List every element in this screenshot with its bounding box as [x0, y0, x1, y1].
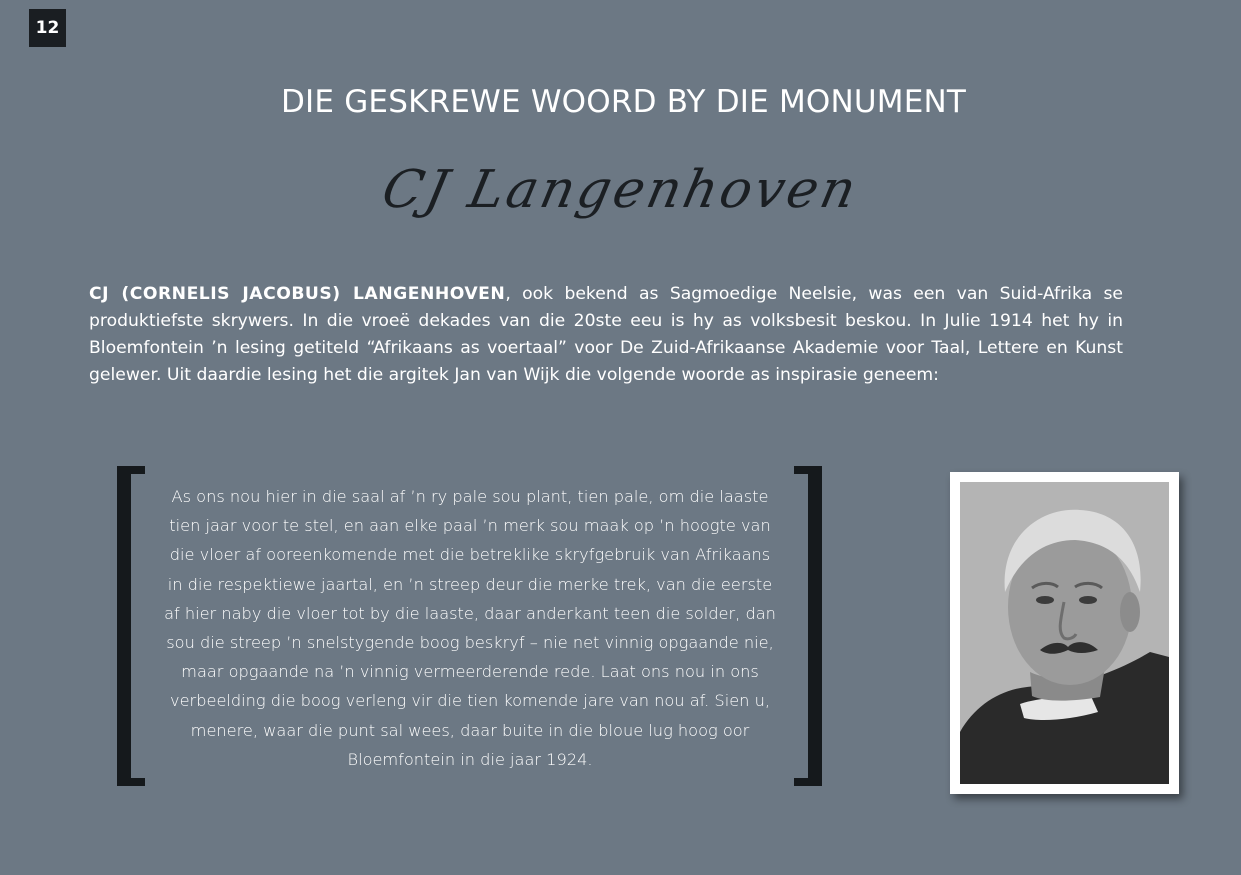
intro-body: , ook bekend as Sagmoedige Neelsie, was een van Suid-Afrika se produktiefste skrywers. In die vroeë dekades van die 20ste eeu is hy as volksbesit beskou. In Julie 1914 het hy in Bloemfontein ’n lesing getiteld “Afrikaans as voertaal” voor De Zuid-Afrikaanse Akademie voor Taal, Lettere en Kunst gelewer. Uit daardie lesing het die argitek Jan van Wijk die volgende woorde as inspirasie geneem: [89, 284, 1124, 385]
portrait-photo [960, 482, 1169, 784]
quote-text: As ons nou hier in die saal af ’n ry pale sou plant, tien pale, om die laaste tien jaar voor te stel, en aan elke paal ’n merk sou maak op ’n hoogte van die vloer af ooreenkomende met die betreklike skryfgebruik van Afrikaans in die respektiewe jaartal, en ’n streep deur die merke trek, van die eerste af hier naby die vloer tot by die laaste, daar anderkant teen die solder, dan sou die streep ’n snelstygende boog beskryf – nie net vinnig opgaande nie, maar opgaande na ’n vinnig vermeerderende rede. Laat ons nou in ons verbeelding die boog verleng vir die tien komende jare van nou af. Sien u, menere, waar die punt sal wees, daar buite in die bloue lug hoog oor Bloemfontein in die jaar 1924. [164, 487, 776, 769]
script-heading: CJ Langenhoven [377, 160, 864, 220]
left-bracket [117, 466, 145, 786]
page-title: DIE GESKREWE WOORD BY DIE MONUMENT [280, 84, 967, 120]
portrait-illustration [960, 482, 1169, 784]
portrait-frame [950, 472, 1179, 794]
right-bracket [794, 466, 822, 786]
intro-lead: CJ (CORNELIS JACOBUS) LANGENHOVEN [89, 284, 506, 304]
page-number: 12 [29, 9, 66, 47]
intro-paragraph [89, 281, 1123, 389]
